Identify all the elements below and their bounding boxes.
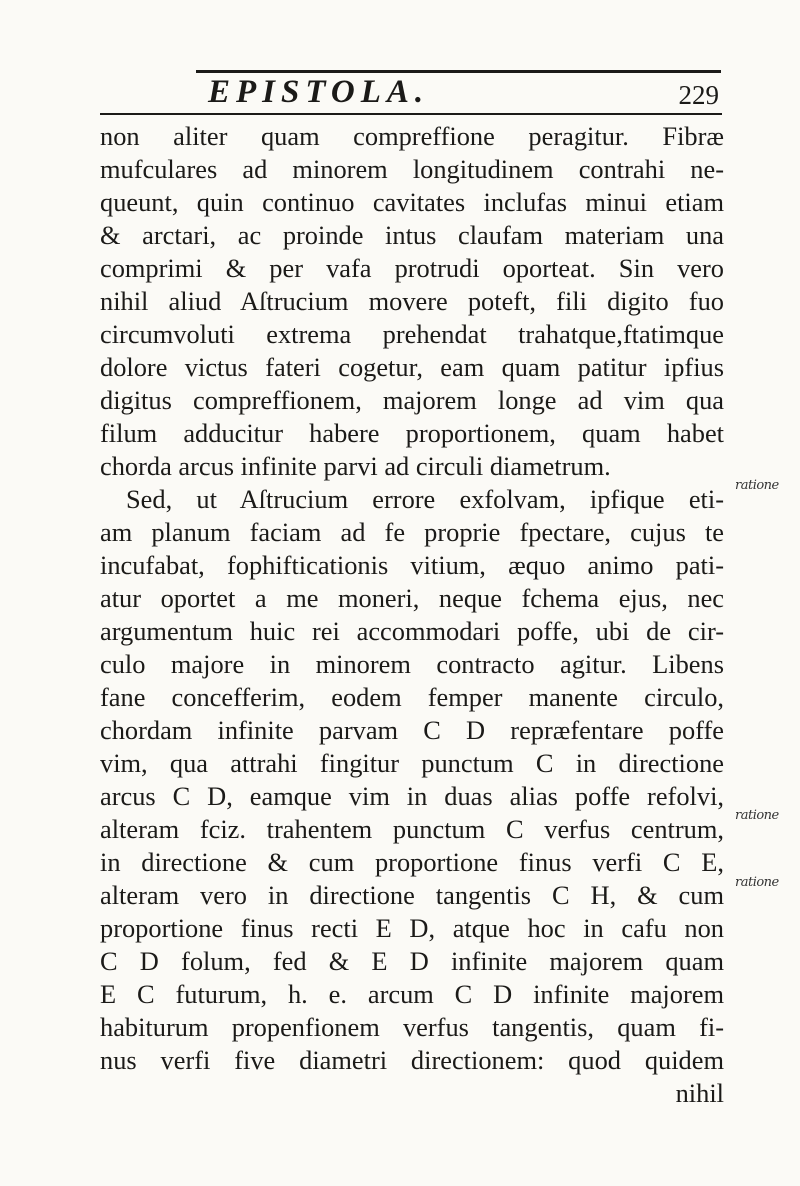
text-line: atur oportet a me moneri, neque fchema ejus, nec xyxy=(100,583,724,613)
margin-gloss: ratione xyxy=(735,478,779,493)
page-number: 229 xyxy=(678,80,719,110)
text-line: am planum faciam ad fe proprie fpectare, cujus te xyxy=(100,517,724,547)
text-line: queunt, quin continuo cavitates inclufas minui etiam xyxy=(100,187,724,217)
text-line: circumvoluti extrema prehendat trahatque,ftatimque xyxy=(100,319,724,349)
text-line: alteram vero in directione tangentis C H, & cum xyxy=(100,880,724,910)
text-line: argumentum huic rei accommodari poffe, ubi de cir- xyxy=(100,616,724,646)
margin-gloss: ratione xyxy=(735,875,779,890)
text-line: culo majore in minorem contracto agitur. Libens xyxy=(100,649,724,679)
text-line: alteram fciz. trahentem punctum C verfus centrum, xyxy=(100,814,724,844)
text-line: in directione & cum proportione finus verfi C E, xyxy=(100,847,724,877)
text-line: arcus C D, eamque vim in duas alias poffe refolvi, xyxy=(100,781,724,811)
text-line: C D folum, fed & E D infinite majorem quam xyxy=(100,946,724,976)
body-text xyxy=(100,120,724,1110)
text-line: E C futurum, h. e. arcum C D infinite majorem xyxy=(100,979,724,1009)
text-line: chorda arcus infinite parvi ad circuli diametrum. xyxy=(100,451,611,481)
text-line: vim, qua attrahi fingitur punctum C in directione xyxy=(100,748,724,778)
text-line: proportione finus recti E D, atque hoc in cafu non xyxy=(100,913,724,943)
text-line: incufabat, fophifticationis vitium, æquo animo pati- xyxy=(100,550,724,580)
text-line: filum adducitur habere proportionem, quam habet xyxy=(100,418,724,448)
text-line: digitus compreffionem, majorem longe ad vim qua xyxy=(100,385,724,415)
running-header xyxy=(196,74,721,114)
margin-gloss: ratione xyxy=(735,808,779,823)
text-line: habiturum propenfionem verfus tangentis, quam fi- xyxy=(100,1012,724,1042)
text-line: dolore victus fateri cogetur, eam quam patitur ipfius xyxy=(100,352,724,382)
text-line: chordam infinite parvam C D repræfentare poffe xyxy=(100,715,724,745)
catchword: nihil xyxy=(675,1078,724,1108)
text-line: & arctari, ac proinde intus claufam materiam una xyxy=(100,220,724,250)
text-line: comprimi & per vafa protrudi oporteat. Sin vero xyxy=(100,253,724,283)
text-line: nihil aliud Aſtrucium movere poteft, fili digito fuo xyxy=(100,286,724,316)
text-line: non aliter quam compreffione peragitur. Fibræ xyxy=(100,121,724,151)
running-title: EPISTOLA. xyxy=(208,74,430,110)
header-bottom-rule xyxy=(100,113,722,115)
text-line: fane concefferim, eodem femper manente circulo, xyxy=(100,682,724,712)
header-top-rule xyxy=(196,70,721,73)
paragraph-start-line: Sed, ut Aſtrucium errore exfolvam, ipfique eti- xyxy=(126,484,724,514)
text-line: mufculares ad minorem longitudinem contrahi ne- xyxy=(100,154,724,184)
text-line: nus verfi five diametri directionem: quod quidem xyxy=(100,1045,724,1075)
